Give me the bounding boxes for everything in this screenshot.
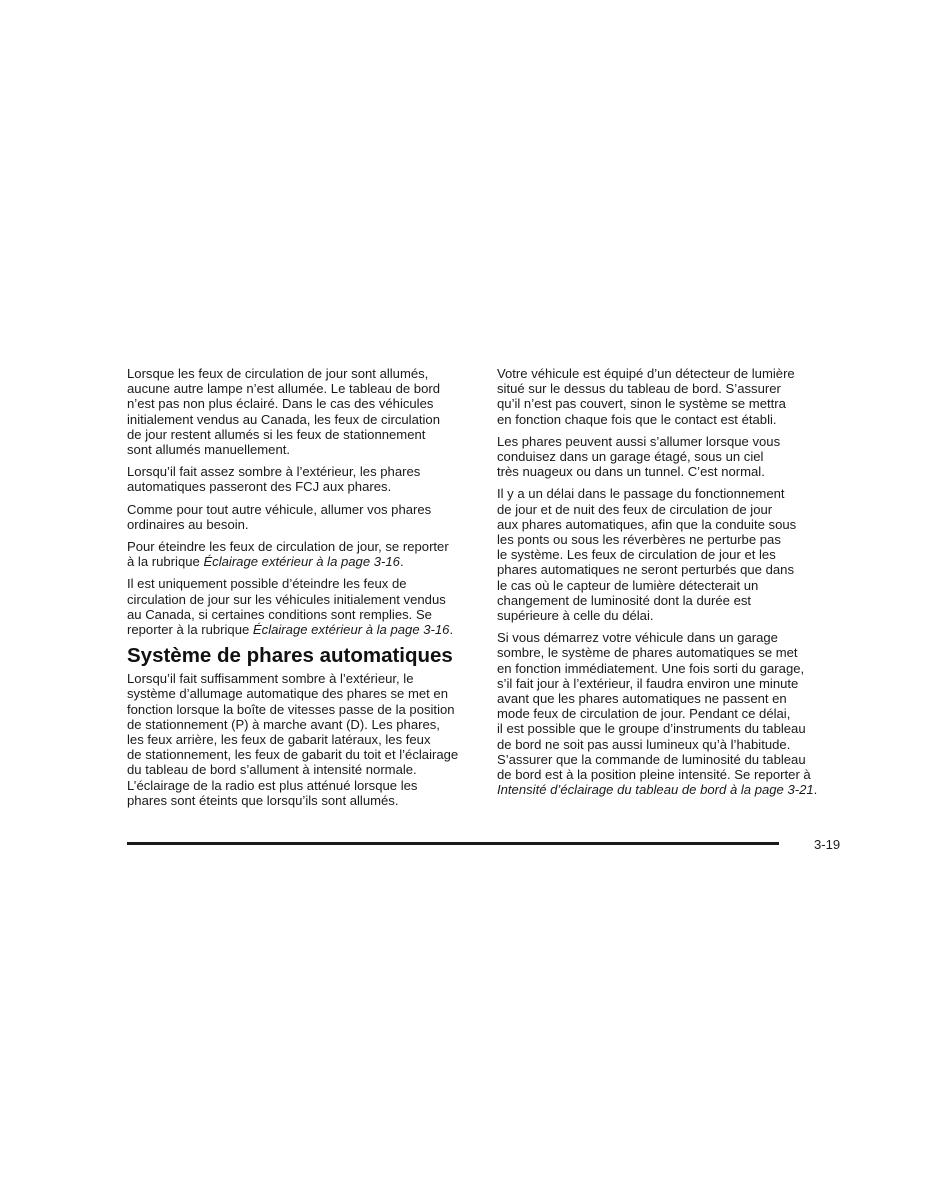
text-line: Lorsque les feux de circulation de jour sont allumés, [127, 366, 429, 381]
text-line: conduisez dans un garage étagé, sous un ciel [497, 449, 764, 465]
text-line: mode feux de circulation de jour. Pendant ce délai, [497, 706, 791, 722]
text-line: le système. Les feux de circulation de jour et les [497, 547, 776, 563]
text-line: de jour restent allumés si les feux de stationnement [127, 426, 426, 442]
text-line: aux phares automatiques, afin que la conduite sous [497, 516, 797, 532]
cross-reference-link[interactable]: Éclairage extérieur à la page 3-16 [203, 554, 400, 570]
delay-paragraph [497, 486, 847, 623]
text-line: Il y a un délai dans le passage du fonctionnement [497, 486, 785, 502]
text-line: sont allumés manuellement. [127, 442, 291, 458]
text-line: de stationnement (P) à marche avant (D). Les phares, [127, 716, 440, 732]
text-line: n’est pas non plus éclairé. Dans le cas des véhicules [127, 396, 434, 412]
left-column [127, 366, 477, 815]
cross-reference-link[interactable]: Éclairage extérieur à la page 3-16 [252, 622, 450, 638]
text-fragment: . [449, 622, 454, 638]
text-fragment: reporter à la rubrique [127, 622, 253, 638]
text-line: phares automatiques ne seront perturbés que dans [497, 562, 794, 578]
text-line: en fonction immédiatement. Une fois sorti du garage, [497, 660, 805, 676]
text-line: automatiques passeront des FCJ aux phares. [127, 479, 392, 495]
text-line: Les phares peuvent aussi s’allumer lorsque vous [497, 433, 781, 449]
text-line [127, 622, 477, 637]
section-heading: Système de phares automatiques [127, 644, 453, 668]
text-line: situé sur le dessus du tableau de bord. S’assurer [497, 381, 781, 397]
text-line: S’assurer que la commande de luminosité du tableau [497, 751, 806, 767]
text-line: Lorsqu’il fait assez sombre à l’extérieur, les phares [127, 464, 421, 480]
light-sensor-paragraph [497, 366, 847, 427]
garage-tunnel-paragraph [497, 434, 847, 480]
text-line: il est possible que le groupe d’instruments du tableau [497, 721, 806, 737]
text-line: de stationnement, les feux de gabarit du toit et l’éclairage [127, 747, 459, 763]
text-line: de jour et de nuit des feux de circulation de jour [497, 501, 773, 517]
regular-headlamps-paragraph [127, 502, 477, 532]
text-line: supérieure à celle du délai. [497, 608, 654, 624]
text-line: Lorsqu’il fait suffisamment sombre à l’extérieur, le [127, 671, 414, 687]
canada-drl-paragraph [127, 576, 477, 637]
text-line [497, 782, 847, 797]
text-line [127, 554, 477, 569]
text-line: Comme pour tout autre véhicule, allumer vos phares [127, 501, 432, 517]
text-line: circulation de jour sur les véhicules initialement vendus [127, 591, 446, 607]
text-line: changement de luminosité dont la durée est [497, 592, 752, 608]
cross-reference-link[interactable]: Intensité d’éclairage du tableau de bord à la page 3-21 [497, 782, 814, 798]
text-line: Il est uniquement possible d’éteindre les feux de [127, 576, 407, 592]
text-line: Pour éteindre les feux de circulation de jour, se reporter [127, 539, 449, 555]
text-line: les ponts ou sous les réverbères ne perturbe pas [497, 532, 781, 548]
auto-headlamp-paragraph [127, 671, 477, 808]
text-line: avant que les phares automatiques ne passent en [497, 691, 787, 707]
footer-rule [127, 842, 779, 845]
text-line: le cas où le capteur de lumière détecterait un [497, 577, 759, 593]
text-fragment: à la rubrique [127, 554, 204, 570]
text-line: du tableau de bord s’allument à intensité normale. [127, 762, 417, 778]
text-line: système d’allumage automatique des phares se met en [127, 686, 448, 702]
text-line: s’il fait jour à l’extérieur, il faudra environ une minute [497, 675, 799, 691]
text-line: aucune autre lampe n’est allumée. Le tableau de bord [127, 381, 441, 397]
text-line: fonction lorsque la boîte de vitesses passe de la position [127, 701, 455, 717]
text-line: de bord ne soit pas aussi lumineux qu’à l’habitude. [497, 736, 791, 752]
text-line: phares sont éteints que lorsqu’ils sont allumés. [127, 792, 399, 808]
dark-outside-paragraph [127, 464, 477, 494]
text-line: qu’il n’est pas couvert, sinon le système se mettra [497, 396, 786, 412]
text-line: en fonction chaque fois que le contact est établi. [497, 411, 777, 427]
text-line: ordinaires au besoin. [127, 516, 249, 532]
text-line: les feux arrière, les feux de gabarit latéraux, les feux [127, 732, 431, 748]
dark-garage-paragraph [497, 630, 847, 797]
text-line: de bord est à la position pleine intensité. Se reporter à [497, 767, 811, 783]
drl-intro-paragraph [127, 366, 477, 457]
text-line: L’éclairage de la radio est plus atténué lorsque les [127, 777, 418, 793]
page-number: 3-19 [814, 837, 841, 852]
text-line: initialement vendus au Canada, les feux de circulation [127, 411, 440, 427]
text-line: Si vous démarrez votre véhicule dans un garage [497, 630, 778, 646]
turn-off-drl-paragraph [127, 539, 477, 569]
text-fragment: . [813, 782, 818, 798]
text-line: au Canada, si certaines conditions sont remplies. Se [127, 606, 432, 622]
right-column [497, 366, 847, 804]
text-fragment: . [399, 554, 404, 570]
text-line: sombre, le système de phares automatiques se met [497, 645, 798, 661]
text-line: très nuageux ou dans un tunnel. C’est normal. [497, 464, 765, 480]
text-line: Votre véhicule est équipé d’un détecteur de lumière [497, 366, 795, 381]
